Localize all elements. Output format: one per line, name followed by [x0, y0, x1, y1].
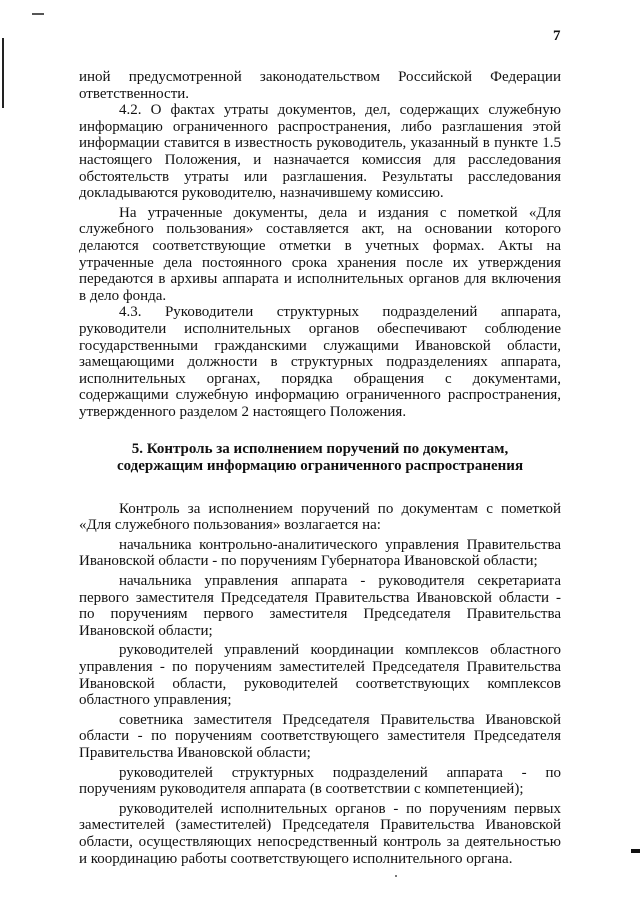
- list-item-structural-heads: руководителей структурных подразделений аппарата - по поручениям руководителя аппарата (в соответствии с компетенцией);: [79, 764, 561, 798]
- section-title-line-2: содержащим информацию ограниченного распространения: [116, 458, 524, 475]
- page-number: 7: [553, 28, 561, 44]
- list-item-coordination-heads: руководителей управлений координации комплексов областного управления - по поручениям заместителей Председателя Правительства Ивановской области, руководителей соответствующих комплексов областного управления;: [79, 642, 561, 709]
- list-item-advisor: советника заместителя Председателя Правительства Ивановской области - по поручениям соответствующего заместителя Председателя Правительства Ивановской области;: [79, 711, 561, 761]
- list-item-control-analytic: начальника контрольно-аналитического управления Правительства Ивановской области - по поручениям Губернатора Ивановской области;: [79, 536, 561, 570]
- paragraph-4-3: 4.3. Руководители структурных подразделений аппарата, руководители исполнительных органов обеспечивают соблюдение государственными гражданскими служащими Ивановской области, замещающими должности в структурных подразделениях аппарата, исполнительных органах, порядка обращения с документами, содержащими служебную информацию ограниченного распространения, утвержденного разделом 2 настоящего Положения.: [79, 304, 561, 420]
- scan-speck: [395, 875, 397, 877]
- list-item-executive-heads: руководителей исполнительных органов - по поручениям первых заместителей (заместителей) Председателя Правительства Ивановской области, осуществляющих непосредственный контроль за деятельностью и координацию работы соответствующего исполнительного органа.: [79, 800, 561, 867]
- scan-mark-left: [2, 38, 4, 108]
- scan-mark-top: [32, 13, 44, 15]
- section-5-title: [79, 441, 561, 474]
- list-item-secretariat-head: начальника управления аппарата - руководителя секретариата первого заместителя Председателя Правительства Ивановской области - по поручениям первого заместителя Председателя Правительства Ивановской области;: [79, 573, 561, 639]
- document-body: [79, 69, 561, 867]
- paragraph-continuation: иной предусмотренной законодательством Российской Федерации ответственности.: [79, 69, 561, 102]
- section-title-line-1: 5. Контроль за исполнением поручений по документам,: [131, 441, 509, 458]
- paragraph-lost-documents: На утраченные документы, дела и издания с пометкой «Для служебного пользования» составляется акт, на основании которого делаются соответствующие отметки в учетных формах. Акты на утраченные дела постоянного срока хранения после их утверждения передаются в архивы аппарата и исполнительных органов для включения в дело фонда.: [79, 204, 561, 304]
- scan-mark-right: [631, 849, 640, 853]
- paragraph-4-2: 4.2. О фактах утраты документов, дел, содержащих служебную информацию ограниченного распространения, либо разглашения этой информации ставится в известность руководитель, указанный в пункте 1.5 настоящего Положения, и назначается комиссия для расследования обстоятельств утраты или разглашения. Результаты расследования докладываются руководителю, назначившему комиссию.: [79, 102, 561, 202]
- paragraph-control-intro: Контроль за исполнением поручений по документам с пометкой «Для служебного пользования» возлагается на:: [79, 500, 561, 534]
